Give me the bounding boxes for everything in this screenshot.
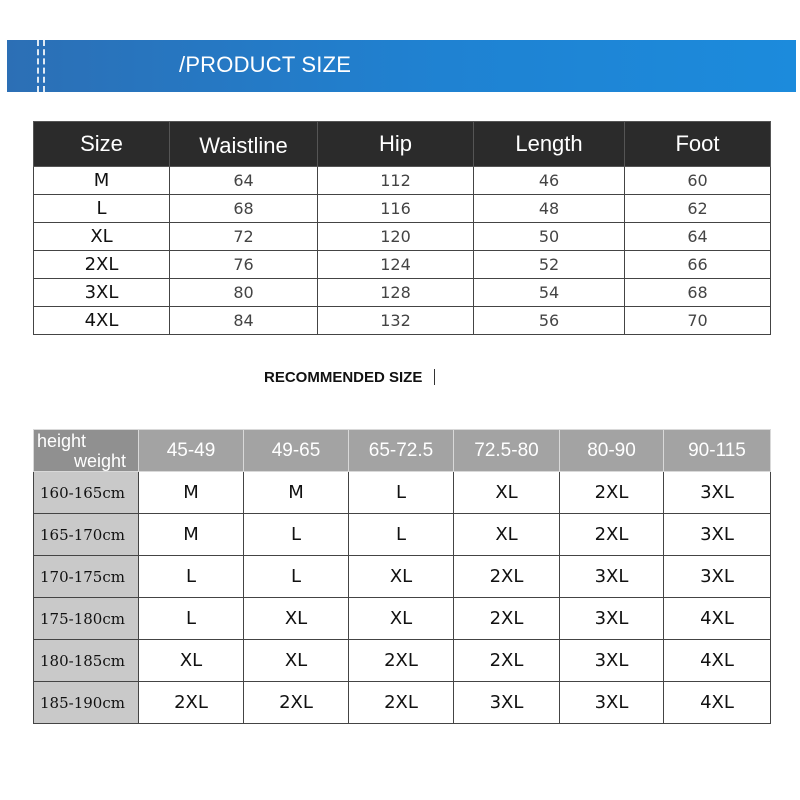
recommended-size-cell: 2XL xyxy=(244,682,349,724)
measurement-cell: 76 xyxy=(170,251,318,279)
table-row xyxy=(34,251,771,279)
recommended-size-cell: XL xyxy=(454,514,560,556)
size-cell: XL xyxy=(34,223,170,251)
recommended-size-cell: 3XL xyxy=(664,472,771,514)
recommended-size-heading xyxy=(264,369,435,386)
product-size-table xyxy=(33,121,771,335)
recommended-size-cell: 2XL xyxy=(560,514,664,556)
title-text: PRODUCT SIZE xyxy=(185,52,352,77)
measurement-cell: 66 xyxy=(625,251,771,279)
recommended-size-cell: L xyxy=(139,598,244,640)
recommended-size-label: RECOMMENDED SIZE xyxy=(264,369,423,386)
recommended-size-cell: 2XL xyxy=(454,640,560,682)
measurement-cell: 48 xyxy=(474,195,625,223)
height-weight-corner xyxy=(34,430,139,472)
recommended-size-cell: 2XL xyxy=(454,598,560,640)
recommended-size-table xyxy=(33,429,771,724)
header-length: Length xyxy=(474,122,625,167)
header-size: Size xyxy=(34,122,170,167)
page-title xyxy=(179,52,351,78)
recommended-size-cell: 4XL xyxy=(664,640,771,682)
recommended-size-cell: 3XL xyxy=(664,514,771,556)
size-cell: 2XL xyxy=(34,251,170,279)
weight-range-header: 90-115 xyxy=(664,430,771,472)
measurement-cell: 54 xyxy=(474,279,625,307)
recommended-size-cell: 2XL xyxy=(139,682,244,724)
corner-weight-label: weight xyxy=(74,451,127,471)
recommended-size-cell: XL xyxy=(349,556,454,598)
measurement-cell: 56 xyxy=(474,307,625,335)
recommended-size-cell: 4XL xyxy=(664,598,771,640)
measurement-cell: 128 xyxy=(318,279,474,307)
recommended-size-cell: XL xyxy=(139,640,244,682)
measurement-cell: 116 xyxy=(318,195,474,223)
measurement-cell: 68 xyxy=(170,195,318,223)
recommended-size-cell: XL xyxy=(244,598,349,640)
weight-range-header: 80-90 xyxy=(560,430,664,472)
table-row xyxy=(34,167,771,195)
measurement-cell: 64 xyxy=(170,167,318,195)
table-row xyxy=(34,556,771,598)
recommended-size-cell: L xyxy=(244,556,349,598)
height-range-cell: 180-185cm xyxy=(34,640,139,682)
weight-range-header: 45-49 xyxy=(139,430,244,472)
header-waistline: Waistline xyxy=(170,122,318,167)
recommended-size-cell: 4XL xyxy=(664,682,771,724)
height-range-cell: 185-190cm xyxy=(34,682,139,724)
size-cell: L xyxy=(34,195,170,223)
recommended-size-cell: 3XL xyxy=(560,682,664,724)
weight-range-header: 72.5-80 xyxy=(454,430,560,472)
table-header-row xyxy=(34,430,771,472)
table-row xyxy=(34,640,771,682)
table-row xyxy=(34,223,771,251)
height-range-cell: 165-170cm xyxy=(34,514,139,556)
measurement-cell: 64 xyxy=(625,223,771,251)
measurement-cell: 60 xyxy=(625,167,771,195)
table-row xyxy=(34,598,771,640)
size-cell: 4XL xyxy=(34,307,170,335)
recommended-size-cell: 2XL xyxy=(454,556,560,598)
height-range-cell: 175-180cm xyxy=(34,598,139,640)
measurement-cell: 80 xyxy=(170,279,318,307)
recommended-size-cell: L xyxy=(349,514,454,556)
measurement-cell: 70 xyxy=(625,307,771,335)
header-hip: Hip xyxy=(318,122,474,167)
table-row xyxy=(34,307,771,335)
recommended-size-cell: XL xyxy=(349,598,454,640)
heading-divider xyxy=(434,369,435,385)
height-range-cell: 170-175cm xyxy=(34,556,139,598)
recommended-size-cell: L xyxy=(139,556,244,598)
table-row xyxy=(34,472,771,514)
recommended-size-cell: 3XL xyxy=(664,556,771,598)
recommended-size-cell: M xyxy=(139,514,244,556)
recommended-size-cell: 2XL xyxy=(349,640,454,682)
height-range-cell: 160-165cm xyxy=(34,472,139,514)
size-cell: 3XL xyxy=(34,279,170,307)
recommended-size-cell: 3XL xyxy=(454,682,560,724)
size-cell: M xyxy=(34,167,170,195)
weight-range-header: 49-65 xyxy=(244,430,349,472)
measurement-cell: 120 xyxy=(318,223,474,251)
table-header-row xyxy=(34,122,771,167)
measurement-cell: 68 xyxy=(625,279,771,307)
recommended-size-cell: 3XL xyxy=(560,640,664,682)
measurement-cell: 52 xyxy=(474,251,625,279)
table-row xyxy=(34,514,771,556)
measurement-cell: 62 xyxy=(625,195,771,223)
measurement-cell: 46 xyxy=(474,167,625,195)
header-banner xyxy=(7,40,796,92)
recommended-size-cell: M xyxy=(139,472,244,514)
recommended-size-cell: 3XL xyxy=(560,556,664,598)
measurement-cell: 124 xyxy=(318,251,474,279)
title-slash: / xyxy=(179,52,186,77)
measurement-cell: 84 xyxy=(170,307,318,335)
header-foot: Foot xyxy=(625,122,771,167)
recommended-size-cell: 2XL xyxy=(349,682,454,724)
measurement-cell: 112 xyxy=(318,167,474,195)
table-row xyxy=(34,195,771,223)
recommended-size-cell: XL xyxy=(454,472,560,514)
table-row xyxy=(34,279,771,307)
measurement-cell: 132 xyxy=(318,307,474,335)
measurement-cell: 72 xyxy=(170,223,318,251)
recommended-size-cell: 3XL xyxy=(560,598,664,640)
banner-dashed-decoration xyxy=(37,40,45,92)
table-row xyxy=(34,682,771,724)
recommended-size-cell: 2XL xyxy=(560,472,664,514)
recommended-size-cell: L xyxy=(244,514,349,556)
recommended-size-cell: XL xyxy=(244,640,349,682)
recommended-size-cell: L xyxy=(349,472,454,514)
weight-range-header: 65-72.5 xyxy=(349,430,454,472)
recommended-size-cell: M xyxy=(244,472,349,514)
corner-height-label: height xyxy=(37,431,87,451)
measurement-cell: 50 xyxy=(474,223,625,251)
